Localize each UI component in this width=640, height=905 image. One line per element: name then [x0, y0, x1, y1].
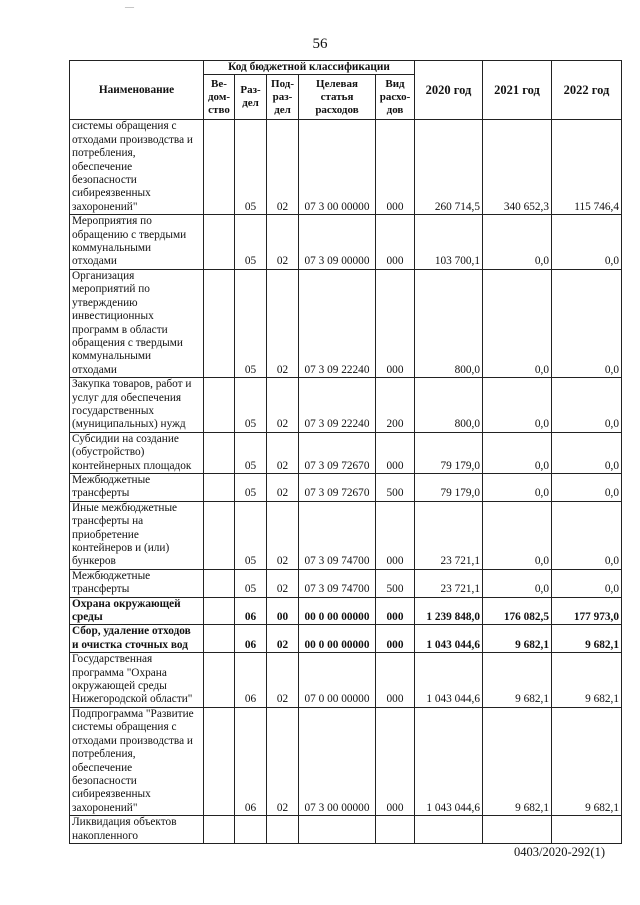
header-podrazdel: Под- раз- дел	[267, 75, 299, 120]
cell-podrazdel: 02	[267, 215, 299, 270]
header-2020: 2020 год	[415, 61, 483, 120]
cell-podrazdel: 02	[267, 378, 299, 433]
cell-razdel: 06	[235, 653, 267, 708]
cell-vedomstvo	[204, 269, 235, 377]
cell-name: Межбюджетные трансферты	[70, 569, 204, 597]
cell-2022: 0,0	[552, 569, 622, 597]
cell-razdel: 05	[235, 269, 267, 377]
cell-2022: 9 682,1	[552, 625, 622, 653]
footer-code: 0403/2020-292(1)	[514, 845, 605, 859]
cell-podrazdel: 02	[267, 569, 299, 597]
cell-podrazdel: 02	[267, 653, 299, 708]
cell-razdel: 06	[235, 597, 267, 625]
header-classification-group: Код бюджетной классификации	[204, 61, 415, 75]
cell-2020: 23 721,1	[415, 569, 483, 597]
table-row	[70, 569, 622, 597]
scan-mark: —	[125, 2, 134, 12]
cell-vid-raskhodov: 000	[376, 501, 415, 569]
cell-tselevaya-statya: 07 3 09 72670	[299, 432, 376, 473]
table-row	[70, 473, 622, 501]
cell-razdel: 05	[235, 378, 267, 433]
cell-2020: 260 714,5	[415, 120, 483, 215]
cell-razdel: 05	[235, 120, 267, 215]
cell-razdel: 05	[235, 432, 267, 473]
cell-vedomstvo	[204, 501, 235, 569]
cell-2021: 0,0	[483, 473, 552, 501]
cell-name: Сбор, удаление отходов и очистка сточных вод	[70, 625, 204, 653]
cell-2021	[483, 816, 552, 844]
header-2021: 2021 год	[483, 61, 552, 120]
cell-name: Государственная программа "Охрана окружающей среды Нижегородской области"	[70, 653, 204, 708]
cell-vedomstvo	[204, 432, 235, 473]
cell-podrazdel: 02	[267, 625, 299, 653]
cell-vedomstvo	[204, 569, 235, 597]
cell-tselevaya-statya: 00 0 00 00000	[299, 625, 376, 653]
cell-2021: 0,0	[483, 501, 552, 569]
cell-vid-raskhodov: 200	[376, 378, 415, 433]
cell-2021: 0,0	[483, 569, 552, 597]
cell-2020: 800,0	[415, 269, 483, 377]
cell-vid-raskhodov: 500	[376, 473, 415, 501]
cell-name: Закупка товаров, работ и услуг для обеспечения государственных (муниципальных) нужд	[70, 378, 204, 433]
cell-name: Субсидии на создание (обустройство) контейнерных площадок	[70, 432, 204, 473]
cell-2020: 1 043 044,6	[415, 653, 483, 708]
cell-2021: 0,0	[483, 215, 552, 270]
cell-2022: 115 746,4	[552, 120, 622, 215]
table-row	[70, 120, 622, 215]
table-row	[70, 597, 622, 625]
cell-2022: 0,0	[552, 378, 622, 433]
cell-vid-raskhodov: 000	[376, 120, 415, 215]
cell-razdel: 05	[235, 501, 267, 569]
cell-podrazdel: 00	[267, 597, 299, 625]
cell-podrazdel	[267, 816, 299, 844]
cell-2022: 0,0	[552, 501, 622, 569]
header-2022: 2022 год	[552, 61, 622, 120]
cell-podrazdel: 02	[267, 473, 299, 501]
table-row	[70, 269, 622, 377]
budget-table	[69, 60, 622, 844]
header-vid-raskhodov: Вид расхо- дов	[376, 75, 415, 120]
cell-2021: 340 652,3	[483, 120, 552, 215]
cell-2022: 177 973,0	[552, 597, 622, 625]
cell-vedomstvo	[204, 120, 235, 215]
cell-vedomstvo	[204, 707, 235, 815]
cell-tselevaya-statya: 07 0 00 00000	[299, 653, 376, 708]
header-tselevaya-statya: Целевая статья расходов	[299, 75, 376, 120]
cell-tselevaya-statya: 07 3 00 00000	[299, 120, 376, 215]
header-razdel: Раз- дел	[235, 75, 267, 120]
cell-2022: 0,0	[552, 473, 622, 501]
cell-2021: 9 682,1	[483, 707, 552, 815]
cell-2022: 9 682,1	[552, 653, 622, 708]
table-row	[70, 378, 622, 433]
cell-name: Иные межбюджетные трансферты на приобретение контейнеров и (или) бункеров	[70, 501, 204, 569]
cell-podrazdel: 02	[267, 707, 299, 815]
cell-2021: 9 682,1	[483, 625, 552, 653]
cell-vid-raskhodov: 500	[376, 569, 415, 597]
cell-tselevaya-statya: 00 0 00 00000	[299, 597, 376, 625]
cell-vid-raskhodov: 000	[376, 625, 415, 653]
cell-2020: 79 179,0	[415, 432, 483, 473]
cell-2020: 800,0	[415, 378, 483, 433]
cell-2021: 0,0	[483, 432, 552, 473]
cell-vid-raskhodov: 000	[376, 653, 415, 708]
cell-vid-raskhodov: 000	[376, 707, 415, 815]
cell-name: Ликвидация объектов накопленного	[70, 816, 204, 844]
cell-podrazdel: 02	[267, 501, 299, 569]
cell-2020: 79 179,0	[415, 473, 483, 501]
cell-2020: 1 043 044,6	[415, 707, 483, 815]
table-row	[70, 215, 622, 270]
cell-razdel: 06	[235, 707, 267, 815]
cell-razdel	[235, 816, 267, 844]
cell-name: Межбюджетные трансферты	[70, 473, 204, 501]
cell-2020: 1 239 848,0	[415, 597, 483, 625]
cell-2021: 0,0	[483, 378, 552, 433]
cell-vedomstvo	[204, 597, 235, 625]
cell-vedomstvo	[204, 378, 235, 433]
cell-2022: 9 682,1	[552, 707, 622, 815]
cell-tselevaya-statya	[299, 816, 376, 844]
cell-podrazdel: 02	[267, 120, 299, 215]
cell-tselevaya-statya: 07 3 00 00000	[299, 707, 376, 815]
cell-vid-raskhodov: 000	[376, 432, 415, 473]
table-row	[70, 432, 622, 473]
header-row-group	[70, 61, 622, 75]
table-row	[70, 707, 622, 815]
cell-vid-raskhodov: 000	[376, 597, 415, 625]
cell-razdel: 05	[235, 473, 267, 501]
cell-2021: 9 682,1	[483, 653, 552, 708]
cell-podrazdel: 02	[267, 269, 299, 377]
header-vedomstvo: Ве- дом- ство	[204, 75, 235, 120]
cell-razdel: 05	[235, 569, 267, 597]
cell-tselevaya-statya: 07 3 09 74700	[299, 569, 376, 597]
cell-tselevaya-statya: 07 3 09 00000	[299, 215, 376, 270]
table-row	[70, 816, 622, 844]
cell-2022: 0,0	[552, 432, 622, 473]
cell-vedomstvo	[204, 215, 235, 270]
cell-vedomstvo	[204, 625, 235, 653]
cell-2020	[415, 816, 483, 844]
table-row	[70, 653, 622, 708]
cell-2022	[552, 816, 622, 844]
cell-razdel: 05	[235, 215, 267, 270]
cell-2021: 0,0	[483, 269, 552, 377]
cell-2020: 103 700,1	[415, 215, 483, 270]
cell-vid-raskhodov	[376, 816, 415, 844]
cell-vedomstvo	[204, 653, 235, 708]
cell-tselevaya-statya: 07 3 09 22240	[299, 378, 376, 433]
cell-vid-raskhodov: 000	[376, 269, 415, 377]
page-number: 56	[312, 36, 328, 52]
cell-tselevaya-statya: 07 3 09 22240	[299, 269, 376, 377]
table-row	[70, 625, 622, 653]
cell-name: Подпрограмма "Развитие системы обращения с отходами производства и потребления, обеспечение безопасности сибиреязвенных захоронений"	[70, 707, 204, 815]
cell-vid-raskhodov: 000	[376, 215, 415, 270]
cell-name: Охрана окружающей среды	[70, 597, 204, 625]
cell-razdel: 06	[235, 625, 267, 653]
cell-2022: 0,0	[552, 269, 622, 377]
cell-tselevaya-statya: 07 3 09 72670	[299, 473, 376, 501]
cell-name: Организация мероприятий по утверждению инвестиционных программ в области обращения с твердыми коммунальными отходами	[70, 269, 204, 377]
cell-vedomstvo	[204, 816, 235, 844]
cell-tselevaya-statya: 07 3 09 74700	[299, 501, 376, 569]
cell-2020: 23 721,1	[415, 501, 483, 569]
table-row	[70, 501, 622, 569]
cell-name: Мероприятия по обращению с твердыми коммунальными отходами	[70, 215, 204, 270]
cell-2022: 0,0	[552, 215, 622, 270]
cell-2021: 176 082,5	[483, 597, 552, 625]
cell-2020: 1 043 044,6	[415, 625, 483, 653]
cell-name: системы обращения с отходами производства и потребления, обеспечение безопасности сибиреязвенных захоронений"	[70, 120, 204, 215]
cell-vedomstvo	[204, 473, 235, 501]
cell-podrazdel: 02	[267, 432, 299, 473]
header-name: Наименование	[70, 61, 204, 120]
